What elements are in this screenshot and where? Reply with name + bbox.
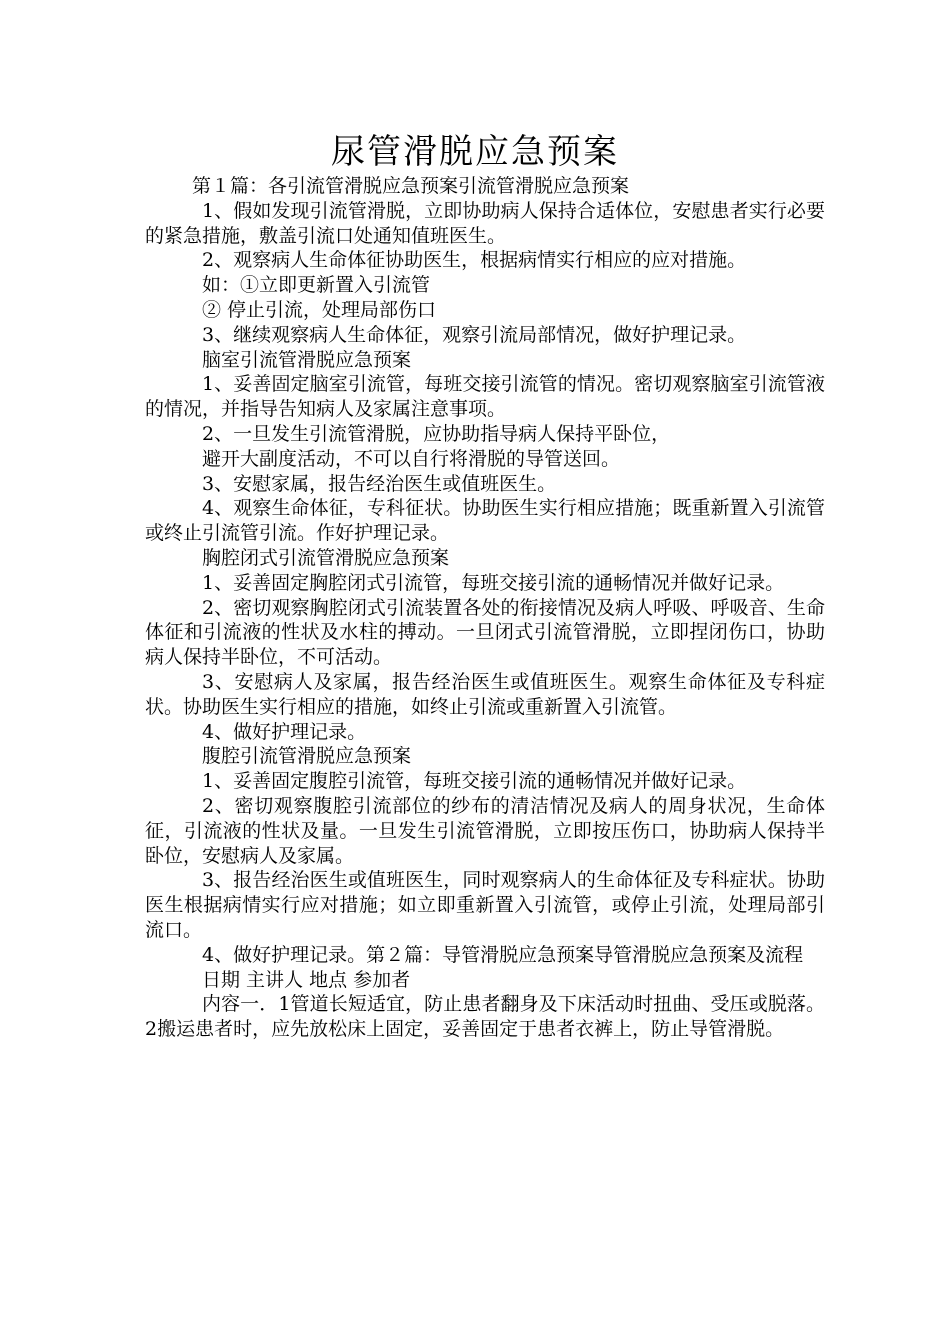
paragraph: 3、安慰家属，报告经治医生或值班医生。 — [202, 472, 557, 495]
paragraph: 2、密切观察胸腔闭式引流装置各处的衔接情况及病人呼吸、呼吸音、生命体征和引流液的性状及水柱的搏动。一旦闭式引流管滑脱，立即捏闭伤口，协助病人保持半卧位，不可活动。 — [145, 596, 825, 669]
paragraph: 2、观察病人生命体征协助医生，根据病情实行相应的应对措施。 — [202, 249, 747, 272]
paragraph: 第１篇：各引流管滑脱应急预案引流管滑脱应急预案 — [192, 175, 630, 197]
paragraph: 脑室引流管滑脱应急预案 — [202, 348, 412, 371]
document-body — [145, 174, 825, 1042]
paragraph: 2、密切观察腹腔引流部位的纱布的清洁情况及病人的周身状况，生命体征，引流液的性状及量。一旦发生引流管滑脱，立即按压伤口，协助病人保持半卧位，安慰病人及家属。 — [145, 794, 825, 867]
paragraph: 1、假如发现引流管滑脱，立即协助病人保持合适体位，安慰患者实行必要的紧急措施，敷盖引流口处通知值班医生。 — [145, 199, 825, 247]
paragraph: 1、妥善固定腹腔引流管，每班交接引流的通畅情况并做好记录。 — [202, 770, 747, 793]
paragraph: 3、安慰病人及家属，报告经治医生或值班医生。观察生命体征及专科症状。协助医生实行相应的措施，如终止引流或重新置入引流管。 — [145, 670, 825, 718]
paragraph: 内容一．1管道长短适宜，防止患者翻身及下床活动时扭曲、受压或脱落。 2搬运患者时，应先放松床上固定，妥善固定于患者衣裤上，防止导管滑脱。 — [145, 993, 825, 1041]
paragraph: 日期 主讲人 地点 参加者 — [202, 968, 411, 991]
paragraph: 胸腔闭式引流管滑脱应急预案 — [202, 546, 450, 569]
paragraph: 1、妥善固定脑室引流管，每班交接引流管的情况。密切观察脑室引流管液的情况，并指导告知病人及家属注意事项。 — [145, 373, 825, 421]
paragraph: 如：①立即更新置入引流管 — [202, 274, 431, 297]
paragraph: 腹腔引流管滑脱应急预案 — [202, 745, 412, 768]
document-title: 尿管滑脱应急预案 — [331, 132, 619, 172]
paragraph: 1、妥善固定胸腔闭式引流管，每班交接引流的通畅情况并做好记录。 — [202, 571, 785, 594]
paragraph: 3、继续观察病人生命体征，观察引流局部情况，做好护理记录。 — [202, 323, 747, 346]
paragraph: 4、观察生命体征，专科征状。协助医生实行相应措施；既重新置入引流管或终止引流管引流。作好护理记录。 — [145, 497, 825, 545]
paragraph: 2、一旦发生引流管滑脱，应协助指导病人保持平卧位， — [202, 422, 671, 445]
paragraph: ② 停止引流，处理局部伤口 — [202, 298, 437, 321]
paragraph: 4、做好护理记录。第２篇：导管滑脱应急预案导管滑脱应急预案及流程 — [202, 943, 804, 966]
paragraph: 避开大副度活动，不可以自行将滑脱的导管送回。 — [202, 447, 621, 470]
paragraph: 4、做好护理记录。 — [202, 720, 367, 743]
paragraph: 3、报告经治医生或值班医生，同时观察病人的生命体征及专科症状。协助医生根据病情实行应对措施；如立即重新置入引流管，或停止引流，处理局部引流口。 — [145, 869, 825, 941]
